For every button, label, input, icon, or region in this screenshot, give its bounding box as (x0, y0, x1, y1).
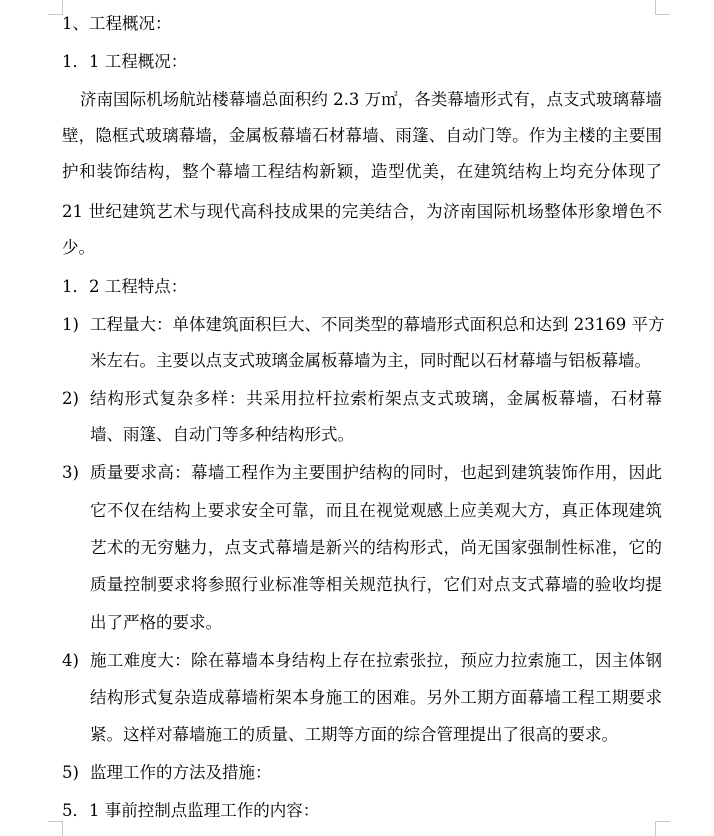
list-item-line: 结构形式复杂造成幕墙桁架本身施工的困难。另外工期方面幕墙工程工期要求 (90, 688, 662, 707)
paragraph-line: 少。 (62, 238, 95, 257)
list-item-number: 3) (62, 463, 79, 482)
list-item-line: 紧。这样对幕墙施工的质量、工期等方面的综合管理提出了很高的要求。 (90, 725, 618, 744)
subsection-heading: 1．2 工程特点： (62, 277, 188, 296)
subsection-heading: 5．1 事前控制点监理工作的内容： (62, 801, 320, 820)
subsection-heading: 1．1 工程概况： (62, 52, 188, 71)
page-corner-mark (48, 0, 63, 15)
list-item-line: 施工难度大：除在幕墙本身结构上存在拉索张拉，预应力拉索施工，因主体钢 (90, 651, 662, 670)
list-item-line: 监理工作的方法及措施： (90, 763, 272, 782)
paragraph-line: 护和装饰结构，整个幕墙工程结构新颖，造型优美，在建筑结构上均充分体现了 (62, 162, 662, 181)
paragraph-line: 济南国际机场航站楼幕墙总面积约 2.3 万㎡，各类幕墙形式有，点支式玻璃幕墙 (80, 90, 662, 109)
list-item-line: 艺术的无穷魅力，点支式幕墙是新兴的结构形式，尚无国家强制性标准，它的 (90, 538, 662, 557)
list-item-line: 工程量大：单体建筑面积巨大、不同类型的幕墙形式面积总和达到 23169 平方 (90, 315, 665, 334)
list-item-number: 2) (62, 389, 79, 408)
paragraph-line: 壁，隐框式玻璃幕墙，金属板幕墙石材幕墙、雨篷、自动门等。作为主楼的主要围 (62, 126, 662, 145)
list-item-line: 墙、雨篷、自动门等多种结构形式。 (90, 425, 354, 444)
page-corner-mark (48, 821, 63, 836)
page-corner-mark (655, 821, 670, 836)
list-item-number: 5) (62, 763, 79, 782)
list-item-line: 质量要求高：幕墙工程作为主要围护结构的同时，也起到建筑装饰作用，因此 (90, 463, 662, 482)
list-item-line: 米左右。主要以点支式玻璃金属板幕墙为主，同时配以石材幕墙与铝板幕墙。 (90, 351, 651, 370)
list-item-line: 质量控制要求将参照行业标准等相关规范执行，它们对点支式幕墙的验收均提 (90, 575, 662, 594)
list-item-number: 4) (62, 651, 79, 670)
list-item-line: 出了严格的要求。 (90, 613, 222, 632)
paragraph-line: 21 世纪建筑艺术与现代高科技成果的完美结合，为济南国际机场整体形象增色不 (62, 202, 662, 221)
list-item-line: 结构形式复杂多样：共采用拉杆拉索桁架点支式玻璃，金属板幕墙，石材幕 (90, 389, 662, 408)
section-heading: 1、工程概况： (62, 14, 172, 33)
list-item-number: 1) (62, 315, 79, 334)
list-item-line: 它不仅在结构上要求安全可靠，而且在视觉观感上应美观大方，真正体现建筑 (90, 501, 662, 520)
